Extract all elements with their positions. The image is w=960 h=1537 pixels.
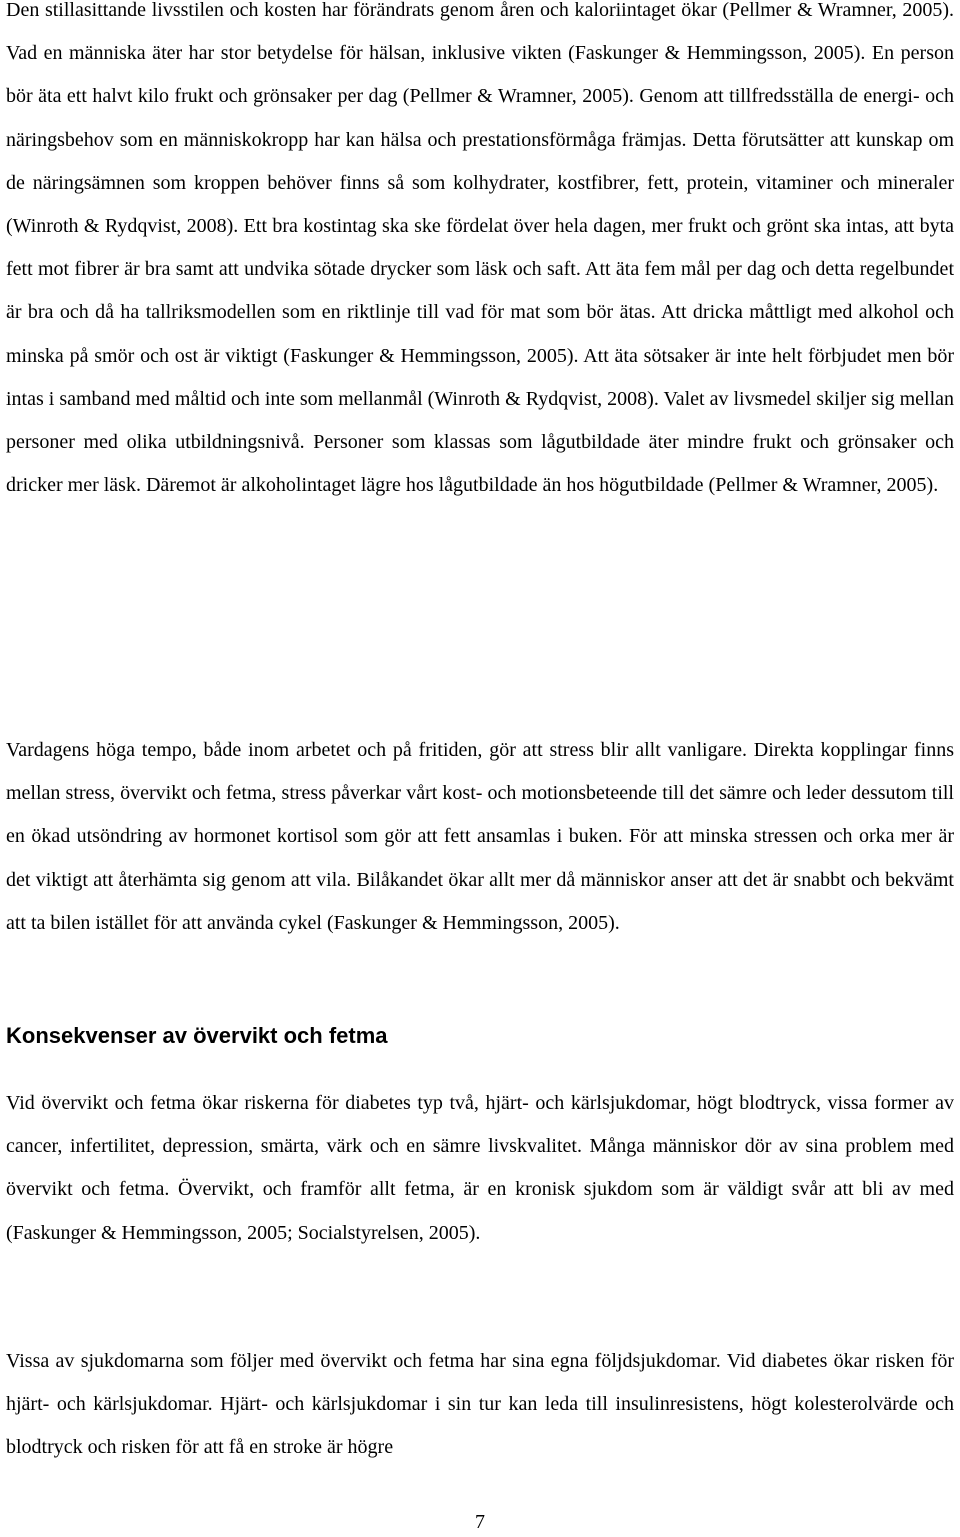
body-paragraph: Vissa av sjukdomarna som följer med övervikt och fetma har sina egna följdsjukdomar. Vid diabetes ökar risken för hjärt- och kärlsjukdomar. Hjärt- och kärlsjukdomar i sin tur kan leda till insulinresistens, högt kolesterolvärde och blodtryck och risken för att få en stroke är högre [6,1350,954,1459]
body-paragraph: Vardagens höga tempo, både inom arbetet och på fritiden, gör att stress blir allt vanligare. Direkta kopplingar finns mellan stress, övervikt och fetma, stress påverkar vårt kost- och motionsbeteende till det sämre och leder dessutom till en ökad utsöndring av hormonet kortisol som gör att fett ansamlas i buken. För att minska stressen och orka mer är det viktigt att återhämta sig genom att vila. Bilåkandet ökar allt mer då människor anser att det är snabbt och bekvämt att ta bilen istället för att använda cykel (Faskunger & Hemmingsson, 2005). [6,739,954,934]
document-page [6,0,954,1537]
page-number: 7 [475,1511,485,1533]
body-paragraph: Den stillasittande livsstilen och kosten har förändrats genom åren och kaloriintaget ökar (Pellmer & Wramner, 2005). Vad en människa äter har stor betydelse för hälsan, inklusive vikten (Faskunger & Hemmingsson, 2005). En person bör äta ett halvt kilo frukt och grönsaker per dag (Pellmer & Wramner, 2005). Genom att tillfredsställa de energi- och näringsbehov som en människokropp har kan hälsa och prestationsförmåga främjas. Detta förutsätter att kunskap om de näringsämnen som kroppen behöver finns så som kolhydrater, kostfibrer, fett, protein, vitaminer och mineraler (Winroth & Rydqvist, 2008). Ett bra kostintag ska ske fördelat över hela dagen, mer frukt och grönt ska intas, att byta fett mot fibrer är bra samt att undvika sötade drycker som läsk och saft. Att äta fem mål per dag och detta regelbundet är bra och då ha tallriksmodellen som en riktlinje till vad för mat som bör ätas. Att dricka måttligt med alkohol och minska på smör och ost är viktigt (Faskunger & Hemmingsson, 2005). Att äta sötsaker är inte helt förbjudet men bör intas i samband med måltid och inte som mellanmål (Winroth & Rydqvist, 2008). Valet av livsmedel skiljer sig mellan personer med olika utbildningsnivå. Personer som klassas som lågutbildade äter mindre frukt och grönsaker och dricker mer läsk. Däremot är alkoholintaget lägre hos lågutbildade än hos högutbildade (Pellmer & Wramner, 2005). [6,0,954,497]
body-paragraph: Vid övervikt och fetma ökar riskerna för diabetes typ två, hjärt- och kärlsjukdomar, högt blodtryck, vissa former av cancer, infertilitet, depression, smärta, värk och en sämre livskvalitet. Många människor dör av sina problem med övervikt och fetma. Övervikt, och framför allt fetma, är en kronisk sjukdom som är väldigt svår att bli av med (Faskunger & Hemmingsson, 2005; Socialstyrelsen, 2005). [6,1092,954,1244]
section-heading: Konsekvenser av övervikt och fetma [6,1023,388,1048]
